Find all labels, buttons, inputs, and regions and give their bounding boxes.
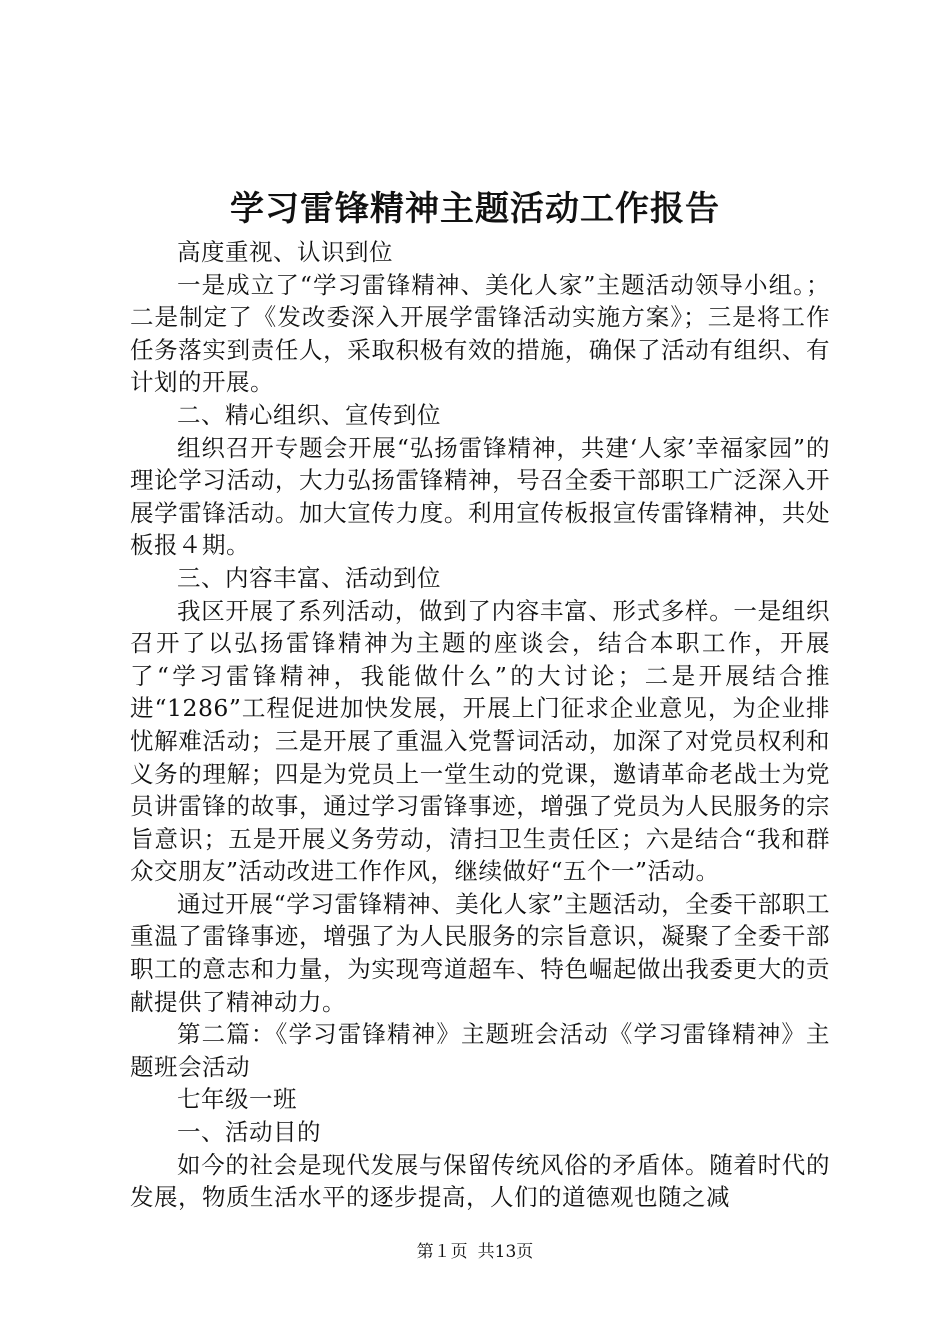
- paragraph: 一是成立了“学习雷锋精神、美化人家”主题活动领导小组。；二是制定了《发改委深入开展学雷锋活动实施方案》；三是将工作任务落实到责任人，采取积极有效的措施，确保了活动有组织、有计划的开展。: [130, 270, 830, 397]
- paragraph: 我区开展了系列活动，做到了内容丰富、形式多样。一是组织召开了以弘扬雷锋精神为主题的座谈会，结合本职工作，开展了“学习雷锋精神，我能做什么”的大讨论；二是开展结合推进“1286”工程促进加快发展，开展上门征求企业意见，为企业排忧解难活动；三是开展了重温入党誓词活动，加深了对党员权利和义务的理解；四是为党员上一堂生动的党课，邀请革命老战士为党员讲雷锋的故事，通过学习雷锋事迹，增强了党员为人民服务的宗旨意识；五是开展义务劳动，清扫卫生责任区；六是结合“我和群众交朋友”活动改进工作作风，继续做好“五个一”活动。: [130, 596, 830, 886]
- document-body: [130, 236, 830, 1214]
- paragraph: 如今的社会是现代发展与保留传统风俗的矛盾体。随着时代的发展，物质生活水平的逐步提高，人们的道德观也随之减: [130, 1150, 830, 1212]
- section-heading: 三、内容丰富、活动到位: [177, 563, 441, 592]
- document-title: 学习雷锋精神主题活动工作报告: [230, 189, 720, 229]
- page-footer: [0, 1240, 950, 1264]
- section-heading: 一、活动目的: [177, 1118, 321, 1147]
- paragraph: 通过开展“学习雷锋精神、美化人家”主题活动，全委干部职工重温了雷锋事迹，增强了为人民服务的宗旨意识，凝聚了全委干部职工的意志和力量，为实现弯道超车、特色崛起做出我委更大的贡献提供了精神动力。: [130, 889, 830, 1016]
- paragraph: 组织召开专题会开展“弘扬雷锋精神，共建‘人家’幸福家园”的理论学习活动，大力弘扬雷锋精神，号召全委干部职工广泛深入开展学雷锋活动。加大宣传力度。利用宣传板报宣传雷锋精神，共处板报４期。: [130, 433, 830, 560]
- section-heading: 二、精心组织、宣传到位: [177, 400, 441, 429]
- section-heading: 高度重视、认识到位: [177, 238, 393, 266]
- class-name: 七年级一班: [177, 1085, 297, 1114]
- page-total: 共13页: [477, 1242, 534, 1262]
- page-number: 第１页: [416, 1242, 468, 1262]
- second-article-title: 第二篇：《学习雷锋精神》主题班会活动《学习雷锋精神》主题班会活动: [130, 1020, 830, 1081]
